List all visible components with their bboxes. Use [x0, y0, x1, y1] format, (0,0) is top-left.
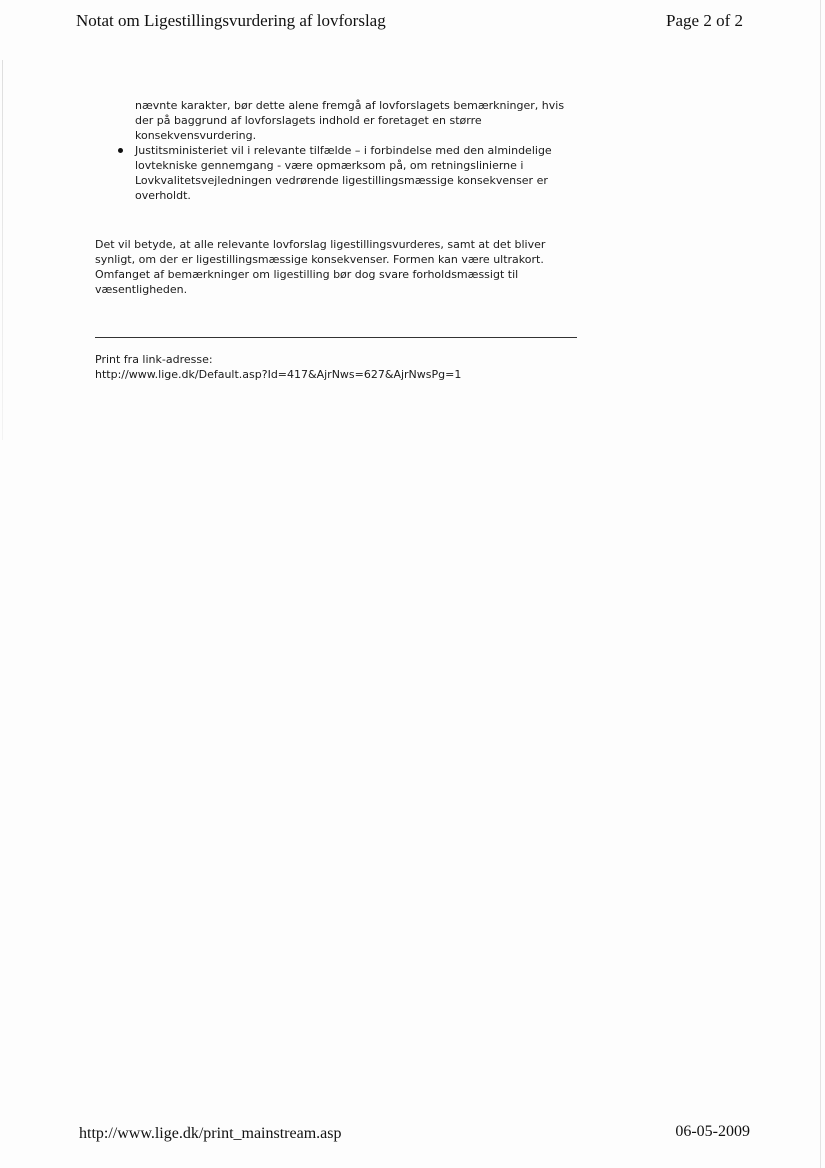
- bullet-text: Justitsministeriet vil i relevante tilfælde – i forbindelse med den almindelige lovtekniske gennemgang - være opmærksom på, om retningslinierne i Lovkvalitetsvejledningen vedrørende ligestillingsmæssige konsekvenser er overholdt.: [135, 144, 552, 202]
- scan-edge-right: [820, 0, 821, 1168]
- horizontal-rule: [95, 337, 577, 338]
- scan-edge-left: [2, 60, 3, 440]
- header-title: Notat om Ligestillingsvurdering af lovforslag: [76, 11, 386, 30]
- document-body: [95, 98, 585, 382]
- bullet-icon: [118, 148, 123, 153]
- print-url: http://www.lige.dk/Default.asp?Id=417&AjrNws=627&AjrNwsPg=1: [95, 368, 462, 381]
- continued-paragraph: nævnte karakter, bør dette alene fremgå af lovforslagets bemærkninger, hvis der på baggrund af lovforslagets indhold er foretaget en større konsekvensvurdering.: [135, 99, 565, 142]
- bullet-item: [95, 143, 585, 203]
- footer-date: 06-05-2009: [675, 1123, 750, 1140]
- print-source: [95, 352, 585, 382]
- footer-url: http://www.lige.dk/print_mainstream.asp: [79, 1125, 342, 1142]
- print-label: Print fra link-adresse:: [95, 353, 213, 366]
- page-number: Page 2 of 2: [666, 11, 743, 30]
- bullet-list: [95, 143, 585, 203]
- body-paragraph: Det vil betyde, at alle relevante lovforslag ligestillingsvurderes, samt at det bliver synligt, om der er ligestillingsmæssige konsekvenser. Formen kan være ultrakort. Omfanget af bemærkninger om ligestilling bør dog svare forholdsmæssigt til væsentligheden.: [95, 238, 546, 296]
